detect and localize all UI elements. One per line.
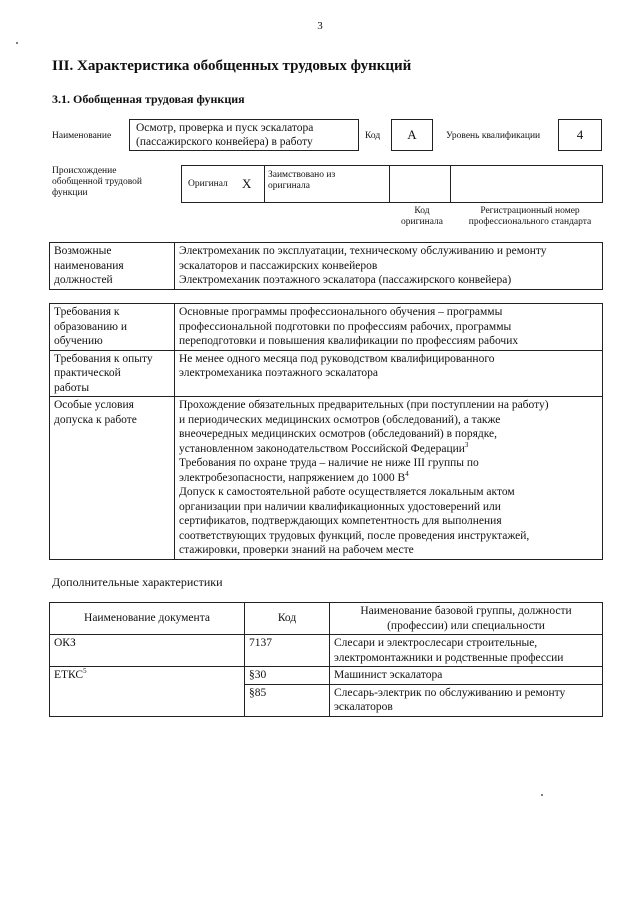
requirement-row-experience (50, 350, 603, 397)
row-name (330, 684, 603, 716)
req-value-line: профессиональной подготовки по профессиям рабочих, программы (179, 320, 512, 333)
positions-value (175, 243, 603, 290)
row-name (330, 667, 603, 685)
table-row (50, 667, 603, 685)
subsection-title: 3.1. Обобщенная трудовая функция (52, 92, 245, 106)
origin-table (181, 165, 603, 203)
requirements-table (49, 303, 603, 560)
req-label-line: допуска к работе (54, 413, 137, 426)
origin-label-line1: Происхождение (52, 166, 117, 176)
function-name-line1: Осмотр, проверка и пуск эскалатора (136, 122, 314, 134)
row-doc (50, 635, 245, 667)
req-value-line: Прохождение обязательных предварительных (при поступлении на работу) (179, 399, 549, 411)
req-value-line: переподготовки и повышения квалификации по профессиям рабочих (179, 335, 519, 347)
row-name-line2: электромонтажники и родственные профессии (334, 651, 564, 664)
req-value-line: внеочередных медицинских осмотров (обследований) в порядке, (179, 428, 498, 440)
req-value-line: Допуск к самостоятельной работе осуществляется локальным актом (179, 486, 515, 498)
scan-speck (16, 42, 18, 44)
requirement-row-admission (50, 397, 603, 560)
positions-table (49, 242, 603, 290)
origin-divider-3 (450, 165, 451, 203)
positions-label-line1: Возможные (54, 245, 112, 257)
origin-label-line3: функции (52, 187, 88, 198)
positions-label-line2: наименования (54, 259, 124, 272)
level-value: 4 (558, 119, 602, 151)
additional-title: Дополнительные характеристики (52, 575, 223, 589)
requirement-row-education (50, 304, 603, 351)
borrowed-line2: оригинала (268, 180, 310, 191)
row-code: §85 (245, 684, 330, 716)
row-code: 7137 (245, 635, 330, 667)
original-mark: Х (242, 176, 252, 191)
req-label-line: Требования к (54, 306, 120, 318)
header-name-line1: Наименование базовой группы, должности (360, 605, 572, 617)
req-value-line: Основные программы профессионального обучения – программы (179, 306, 503, 318)
requirement-label (50, 350, 175, 397)
original-label: Оригинал (188, 179, 228, 189)
req-value-line: и периодических медицинских осмотров (обследований), а также (179, 413, 501, 426)
positions-label (50, 243, 175, 290)
level-label: Уровень квалификации (446, 131, 541, 141)
row-name-line1: Машинист эскалатора (334, 669, 443, 681)
header-code: Код (245, 603, 330, 635)
footnote-5-ref[interactable]: 5 (83, 667, 87, 676)
page-number: 3 (317, 20, 323, 32)
footnote-3-ref[interactable]: 3 (464, 440, 469, 449)
additional-table (49, 602, 603, 717)
origin-divider-2 (389, 165, 390, 203)
table-row (50, 635, 603, 667)
req-value-text: электробезопасности, напряжением до 1000 В (179, 471, 406, 484)
row-name-line1: Слесари и электрослесари строительные, (334, 637, 538, 649)
header-doc: Наименование документа (50, 603, 245, 635)
name-label: Наименование (52, 131, 112, 141)
origin-divider-1 (264, 165, 265, 203)
req-label-line: Требования к опыту (54, 352, 153, 365)
req-value-line: электромеханика поэтажного эскалатора (179, 367, 378, 379)
row-name-line1: Слесарь-электрик по обслуживанию и ремонту (334, 686, 566, 699)
req-value-line (179, 471, 598, 486)
code-value: А (391, 119, 433, 151)
req-value-line: стажировки, проверки знаний на рабочем месте (179, 544, 414, 556)
row-doc-text: ОКЗ (54, 637, 76, 649)
section-title: III. Характеристика обобщенных трудовых функций (52, 58, 412, 74)
function-name-box (129, 119, 359, 151)
requirement-value (175, 397, 603, 560)
function-name-line2: (пассажирского конвейера) в работу (136, 136, 313, 148)
header-name-line2: (профессии) или специальности (387, 619, 545, 632)
code-caption (392, 206, 452, 228)
positions-value-line2: эскалаторов и пассажирских конвейеров (179, 259, 378, 272)
borrowed-line1: Заимствовано из (268, 170, 336, 180)
row-code: §30 (245, 667, 330, 685)
req-label-line: образованию и (54, 320, 127, 333)
req-label-line: Особые условия (54, 399, 134, 411)
row-doc (50, 667, 245, 717)
row-name (330, 635, 603, 667)
reg-caption (455, 206, 605, 228)
req-value-line: сертификатов, подтверждающих компетентность для выполнения (179, 515, 502, 527)
code-caption-line1: Код (414, 206, 430, 216)
req-label-line: практической (54, 367, 121, 379)
req-value-line (179, 442, 598, 457)
req-value-line: соответствующих трудовых функций, после проведения инструктажей, (179, 529, 530, 542)
positions-label-line3: должностей (54, 274, 113, 286)
code-caption-line2: оригинала (401, 216, 443, 227)
reg-caption-line2: профессионального стандарта (468, 216, 592, 227)
additional-header-row (50, 603, 603, 635)
req-label-line: работы (54, 381, 90, 394)
reg-caption-line1: Регистрационный номер (480, 206, 580, 216)
requirement-value (175, 350, 603, 397)
req-label-line: обучению (54, 335, 103, 347)
requirement-value (175, 304, 603, 351)
origin-label (52, 166, 142, 199)
positions-value-line1: Электромеханик по эксплуатации, техническому обслуживанию и ремонту (179, 245, 547, 257)
code-label: Код (365, 131, 381, 141)
scan-speck (541, 794, 543, 796)
row-doc-text: ЕТКС (54, 669, 84, 681)
row-name-line2: эскалаторов (334, 701, 393, 713)
requirement-label (50, 397, 175, 560)
req-value-line: организации при наличии квалификационных удостоверений или (179, 500, 501, 513)
footnote-4-ref[interactable]: 4 (405, 469, 409, 478)
req-value-line: Требования по охране труда – наличие не ниже III группы по (179, 457, 479, 469)
origin-label-line2: обобщенной трудовой (52, 176, 142, 187)
req-value-line: Не менее одного месяца под руководством квалифицированного (179, 352, 495, 365)
header-name (330, 603, 603, 635)
requirement-label (50, 304, 175, 351)
borrowed-label (268, 170, 335, 192)
req-value-text: установленном законодательством Российской Федерации (179, 442, 465, 455)
positions-value-line3: Электромеханик поэтажного эскалатора (пассажирского конвейера) (179, 274, 512, 286)
